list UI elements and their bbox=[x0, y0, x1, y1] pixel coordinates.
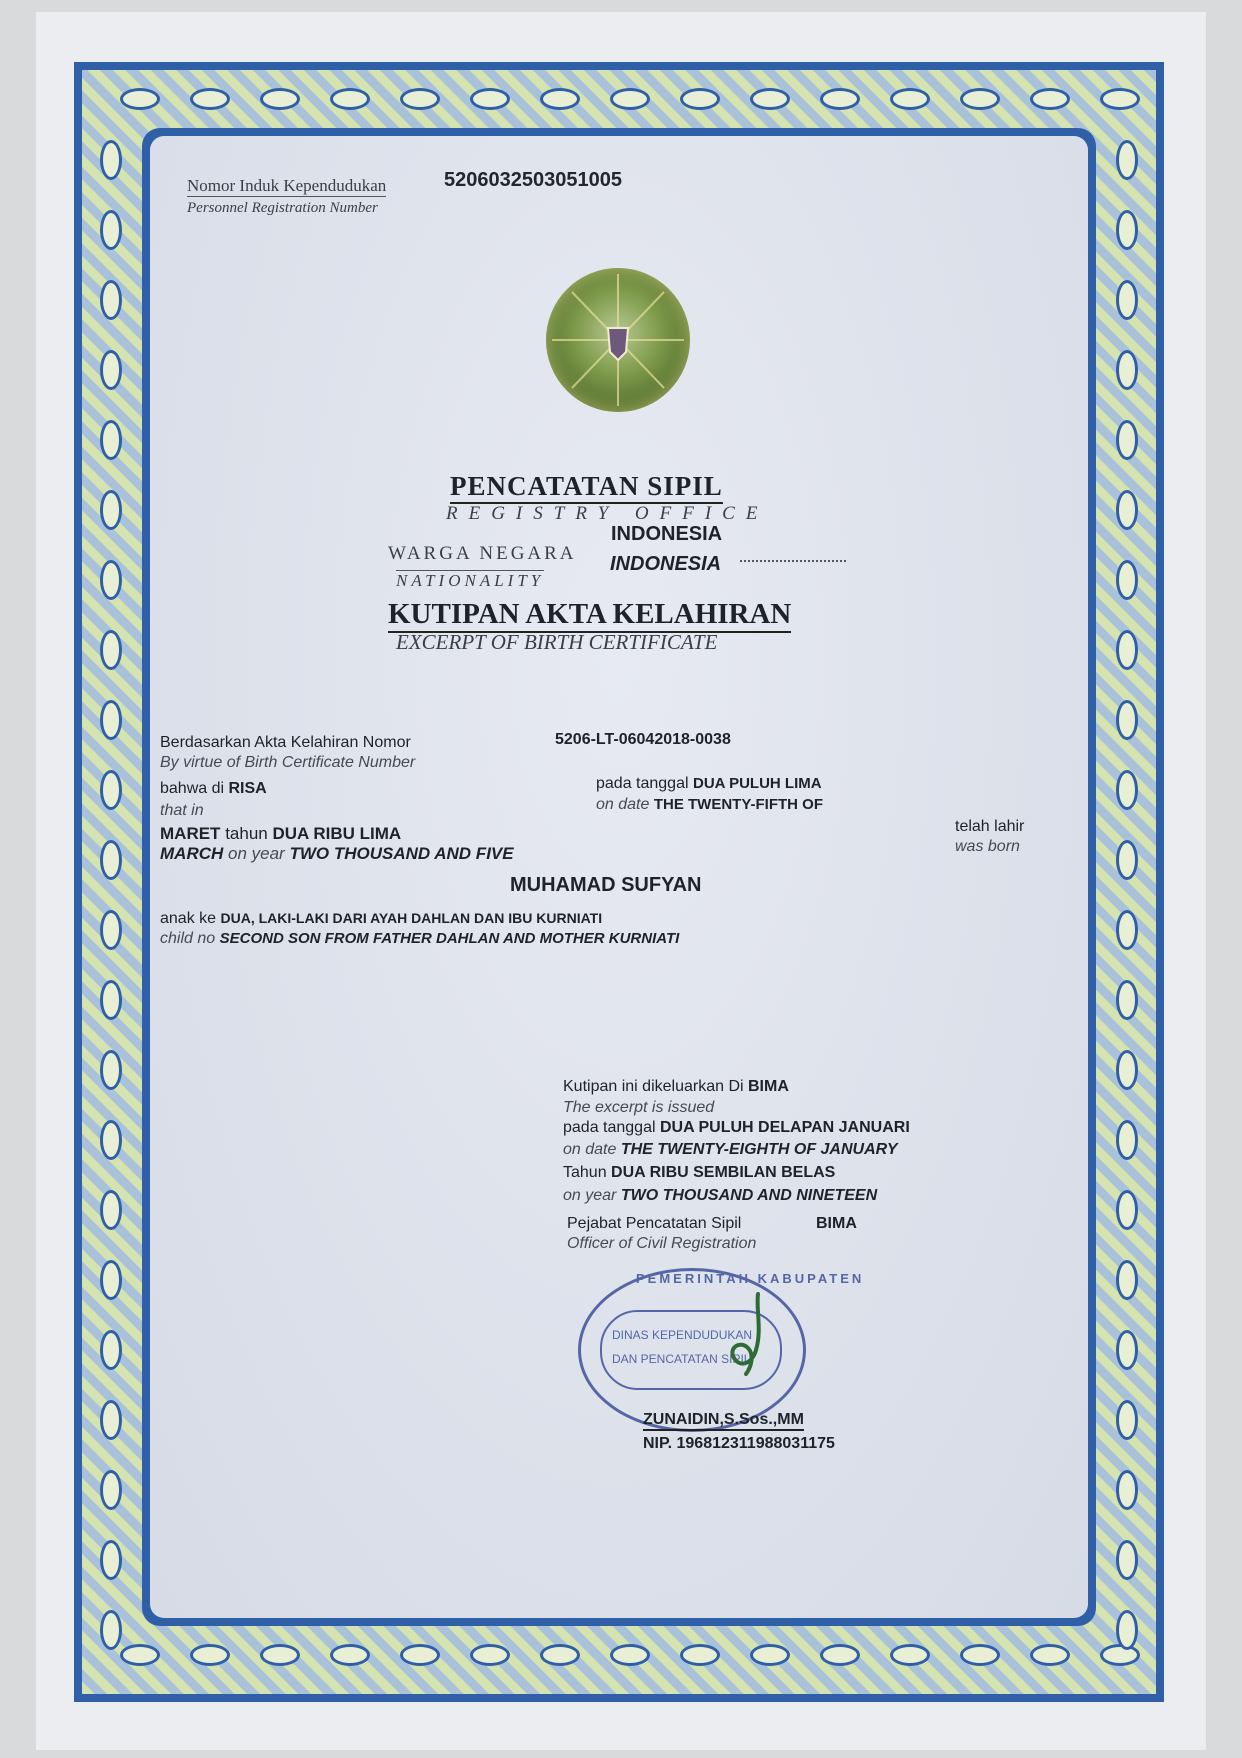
border-ornament-icon bbox=[1116, 1050, 1138, 1090]
border-ornament-icon bbox=[1030, 88, 1070, 110]
place-label-en: that in bbox=[160, 802, 204, 819]
border-ornament-icon bbox=[1116, 1190, 1138, 1230]
signatory-nip: NIP. 196812311988031175 bbox=[643, 1435, 835, 1452]
birth-year-value-id: DUA RIBU LIMA bbox=[272, 824, 402, 843]
border-ornament-icon bbox=[120, 1644, 160, 1666]
border-ornament-icon bbox=[820, 1644, 860, 1666]
border-ornament-icon bbox=[610, 1644, 650, 1666]
border-ornament-icon bbox=[1116, 210, 1138, 250]
child-label-id: anak ke bbox=[160, 910, 217, 927]
hologram-rays-icon bbox=[546, 268, 690, 412]
birth-month-en: MARCH bbox=[160, 844, 224, 863]
border-ornament-icon bbox=[1116, 840, 1138, 880]
border-ornament-icon bbox=[1030, 1644, 1070, 1666]
border-ornament-icon bbox=[470, 1644, 510, 1666]
border-ornament-icon bbox=[1116, 1400, 1138, 1440]
nationality-value-en: INDONESIA bbox=[610, 553, 722, 575]
issued-label-id: Kutipan ini dikeluarkan Di bbox=[563, 1078, 744, 1095]
border-ornament-icon bbox=[1116, 1610, 1138, 1650]
issue-year-value-id: DUA RIBU SEMBILAN BELAS bbox=[611, 1164, 836, 1181]
birth-date-value-id: DUA PULUH LIMA bbox=[692, 775, 822, 792]
border-ornament-icon bbox=[100, 210, 122, 250]
border-ornament-icon bbox=[100, 1610, 122, 1650]
child-value-id: DUA, LAKI-LAKI DARI AYAH DAHLAN DAN IBU KURNIATI bbox=[220, 910, 603, 926]
border-ornament-icon bbox=[100, 910, 122, 950]
border-ornament-icon bbox=[100, 1120, 122, 1160]
border-ornament-icon bbox=[1116, 420, 1138, 460]
seal-line-1: DINAS KEPENDUDUKAN bbox=[612, 1328, 753, 1342]
border-ornament-icon bbox=[1116, 1330, 1138, 1370]
border-ornament-icon bbox=[100, 1260, 122, 1300]
border-ornament-icon bbox=[1116, 490, 1138, 530]
border-ornament-icon bbox=[100, 700, 122, 740]
border-ornament-icon bbox=[100, 1540, 122, 1580]
birth-year-value-en: TWO THOUSAND AND FIVE bbox=[289, 844, 514, 863]
nationality-dotted-line bbox=[740, 560, 846, 562]
cert-number-label-en: By virtue of Birth Certificate Number bbox=[160, 754, 416, 771]
office-title-id: PENCATATAN SIPIL bbox=[450, 471, 723, 504]
border-ornament-icon bbox=[610, 88, 650, 110]
nationality-label-id: WARGA NEGARA bbox=[388, 543, 577, 564]
place-line-id bbox=[160, 780, 267, 798]
border-ornament-icon bbox=[330, 1644, 370, 1666]
hologram-emblem-icon bbox=[546, 268, 690, 412]
border-ornament-icon bbox=[260, 1644, 300, 1666]
issue-date-value-en: THE TWENTY-EIGHTH OF JANUARY bbox=[620, 1141, 898, 1158]
border-ornament-icon bbox=[1116, 1260, 1138, 1300]
issue-date-label-id: pada tanggal bbox=[563, 1119, 656, 1136]
child-label-en: child no bbox=[160, 930, 216, 947]
border-ornament-icon bbox=[100, 980, 122, 1020]
border-ornament-icon bbox=[1116, 770, 1138, 810]
border-ornament-icon bbox=[400, 88, 440, 110]
border-ornament-icon bbox=[540, 1644, 580, 1666]
birth-year-line-id bbox=[160, 824, 401, 844]
seal-line-2: DAN PENCATATAN SIPIL bbox=[612, 1352, 751, 1366]
border-ornament-icon bbox=[1116, 280, 1138, 320]
border-ornament-icon bbox=[100, 490, 122, 530]
nik-label-id: Nomor Induk Kependudukan bbox=[187, 176, 387, 195]
document-title-id: KUTIPAN AKTA KELAHIRAN bbox=[388, 598, 791, 633]
cert-number-value: 5206-LT-06042018-0038 bbox=[555, 731, 731, 748]
border-ornament-icon bbox=[1116, 980, 1138, 1020]
border-ornament-icon bbox=[750, 1644, 790, 1666]
child-value-en: SECOND SON FROM FATHER DAHLAN AND MOTHER KURNIATI bbox=[219, 930, 680, 947]
border-ornament-icon bbox=[1116, 1540, 1138, 1580]
border-ornament-icon bbox=[100, 1470, 122, 1510]
border-ornament-icon bbox=[890, 1644, 930, 1666]
date-label-en: on date bbox=[596, 796, 650, 813]
border-ornament-icon bbox=[330, 88, 370, 110]
officer-label-en: Officer of Civil Registration bbox=[567, 1235, 757, 1252]
office-title-en: REGISTRY OFFICE bbox=[446, 503, 769, 524]
officer-place: BIMA bbox=[816, 1215, 857, 1232]
border-ornament-icon bbox=[100, 140, 122, 180]
border-ornament-icon bbox=[100, 1330, 122, 1370]
issue-date-value-id: DUA PULUH DELAPAN JANUARI bbox=[659, 1119, 910, 1136]
cert-number-label-id: Berdasarkan Akta Kelahiran Nomor bbox=[160, 734, 411, 751]
border-ornament-icon bbox=[750, 88, 790, 110]
nik-label-en: Personnel Registration Number bbox=[187, 200, 378, 216]
issue-year-line-id bbox=[563, 1164, 835, 1182]
issued-line-id bbox=[563, 1078, 789, 1096]
border-ornament-icon bbox=[960, 88, 1000, 110]
border-ornament-icon bbox=[1100, 88, 1140, 110]
border-ornament-icon bbox=[1100, 1644, 1140, 1666]
officer-label-id: Pejabat Pencatatan Sipil bbox=[567, 1215, 742, 1232]
seal-ring-text: PEMERINTAH KABUPATEN bbox=[636, 1271, 865, 1286]
border-ornament-icon bbox=[960, 1644, 1000, 1666]
date-label-id: pada tanggal bbox=[596, 775, 689, 792]
signatory-name: ZUNAIDIN,S.Sos.,MM bbox=[643, 1411, 804, 1431]
birth-date-line-en bbox=[596, 796, 823, 814]
border-ornament-icon bbox=[1116, 700, 1138, 740]
issue-date-line-en bbox=[563, 1141, 898, 1159]
handwritten-signature-icon bbox=[718, 1290, 778, 1380]
border-ornament-icon bbox=[820, 88, 860, 110]
border-ornament-icon bbox=[190, 1644, 230, 1666]
issue-year-line-en bbox=[563, 1187, 877, 1205]
border-ornament-icon bbox=[1116, 350, 1138, 390]
birth-date-value-en: THE TWENTY-FIFTH OF bbox=[653, 796, 823, 813]
border-ornament-icon bbox=[100, 840, 122, 880]
child-name: MUHAMAD SUFYAN bbox=[510, 874, 702, 896]
border-ornament-icon bbox=[100, 770, 122, 810]
birth-month-id: MARET bbox=[160, 824, 221, 843]
border-ornament-icon bbox=[1116, 630, 1138, 670]
border-ornament-icon bbox=[100, 420, 122, 460]
birth-date-line-id bbox=[596, 775, 822, 793]
border-ornament-icon bbox=[400, 1644, 440, 1666]
border-ornament-icon bbox=[470, 88, 510, 110]
border-ornament-icon bbox=[190, 88, 230, 110]
nik-value: 5206032503051005 bbox=[444, 169, 622, 191]
border-ornament-icon bbox=[1116, 1120, 1138, 1160]
border-ornament-icon bbox=[1116, 140, 1138, 180]
border-ornament-icon bbox=[100, 630, 122, 670]
border-ornament-icon bbox=[100, 1050, 122, 1090]
border-ornament-icon bbox=[100, 1400, 122, 1440]
border-ornament-icon bbox=[1116, 560, 1138, 600]
nationality-value-id: INDONESIA bbox=[611, 523, 723, 545]
issue-date-label-en: on date bbox=[563, 1141, 617, 1158]
border-ornament-icon bbox=[680, 88, 720, 110]
issued-place: BIMA bbox=[748, 1078, 789, 1095]
place-label-id: bahwa di bbox=[160, 780, 225, 797]
border-ornament-icon bbox=[890, 88, 930, 110]
birth-year-line-en bbox=[160, 844, 514, 864]
year-label-id: tahun bbox=[225, 824, 268, 843]
border-ornament-icon bbox=[100, 350, 122, 390]
issue-year-label-en: on year bbox=[563, 1187, 617, 1204]
child-line-id bbox=[160, 910, 602, 928]
border-ornament-icon bbox=[680, 1644, 720, 1666]
border-ornament-icon bbox=[540, 88, 580, 110]
birth-place-value: RISA bbox=[228, 780, 267, 797]
document-title-en: EXCERPT OF BIRTH CERTIFICATE bbox=[396, 630, 718, 654]
issued-label-en: The excerpt is issued bbox=[563, 1099, 715, 1116]
border-ornament-icon bbox=[1116, 1470, 1138, 1510]
born-label-en: was born bbox=[955, 838, 1020, 855]
born-label-id: telah lahir bbox=[955, 818, 1025, 835]
issue-year-label-id: Tahun bbox=[563, 1164, 607, 1181]
year-label-en: on year bbox=[228, 844, 285, 863]
issue-date-line-id bbox=[563, 1119, 910, 1137]
issue-year-value-en: TWO THOUSAND AND NINETEEN bbox=[620, 1187, 878, 1204]
border-ornament-icon bbox=[100, 560, 122, 600]
border-ornament-icon bbox=[120, 88, 160, 110]
border-ornament-icon bbox=[1116, 910, 1138, 950]
border-ornament-icon bbox=[100, 280, 122, 320]
border-ornament-icon bbox=[260, 88, 300, 110]
border-ornament-icon bbox=[100, 1190, 122, 1230]
nationality-label-en: NATIONALITY bbox=[396, 571, 545, 590]
child-line-en bbox=[160, 930, 679, 948]
